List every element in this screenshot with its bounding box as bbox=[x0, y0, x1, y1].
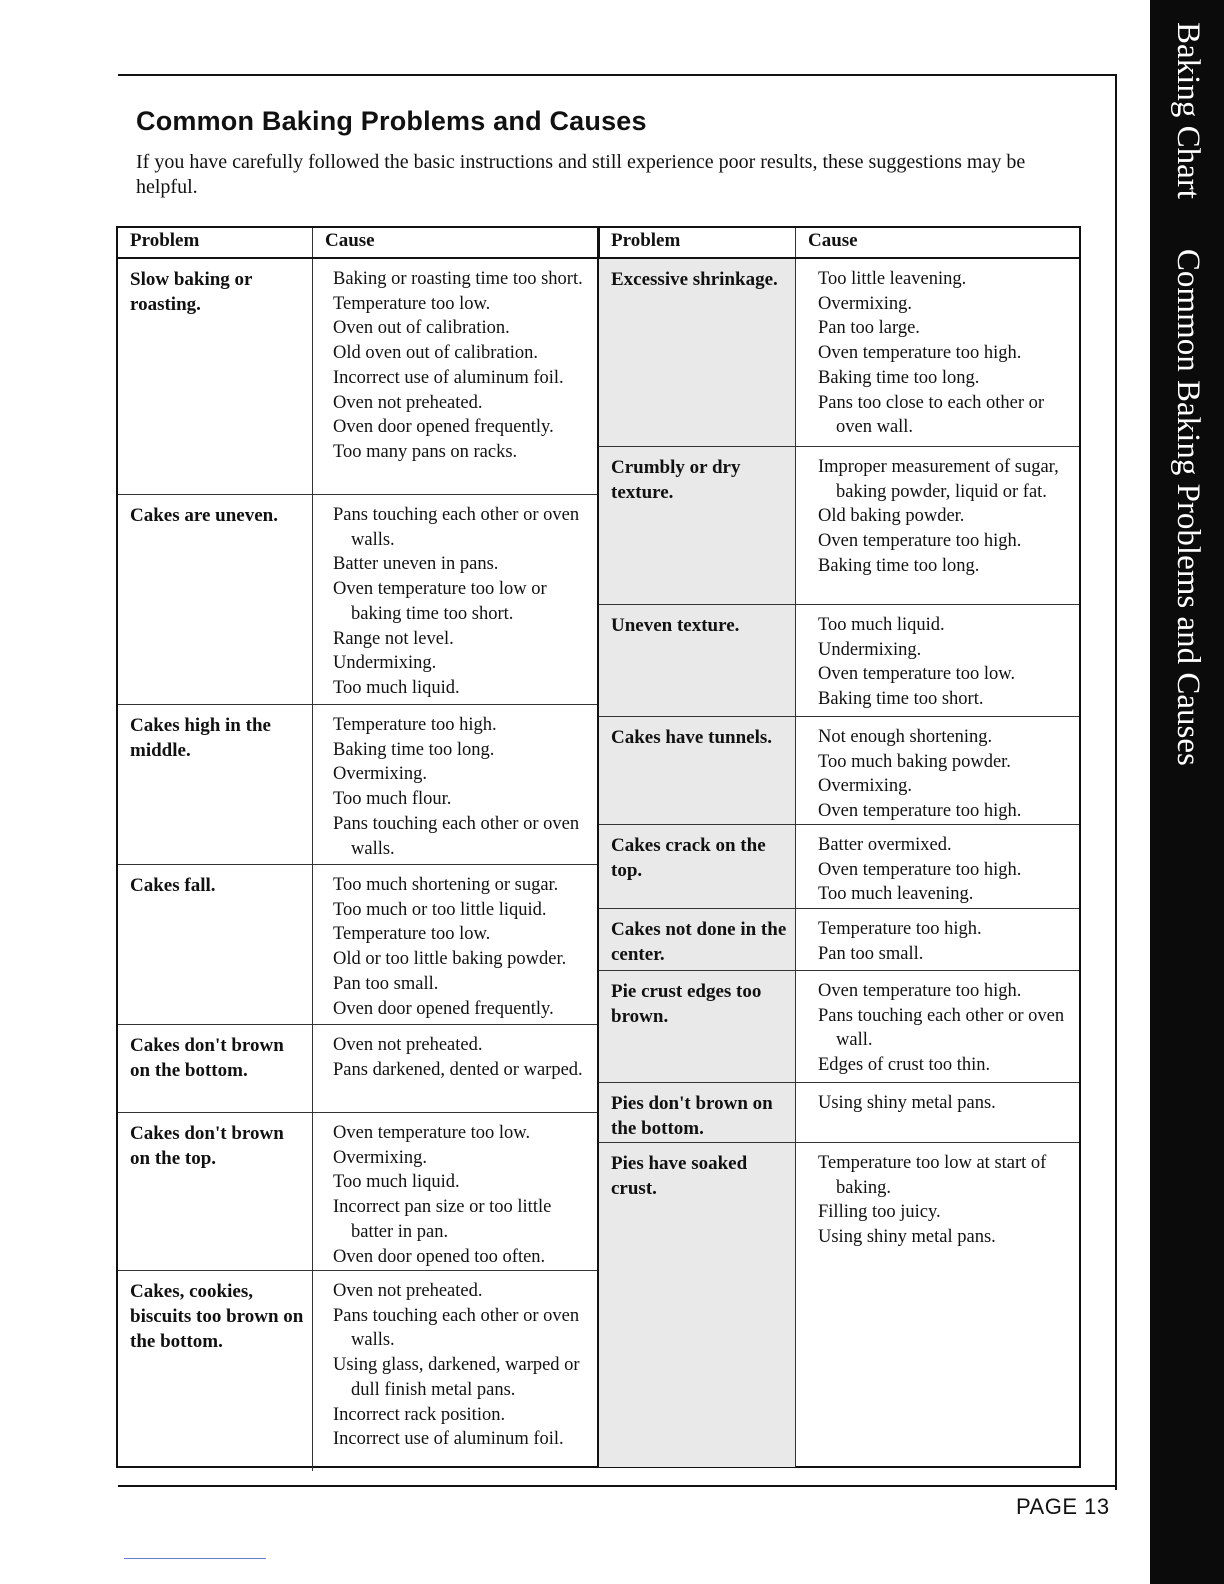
problem-cell: Uneven texture. bbox=[599, 605, 796, 716]
cause-item: Range not level. bbox=[333, 628, 454, 649]
cause-item: Improper measurement of sugar, baking powder, liquid or fat. bbox=[818, 457, 1059, 502]
cause-item: Oven temperature too low or baking time too short. bbox=[333, 579, 547, 624]
cause-item: Oven not preheated. bbox=[333, 392, 483, 413]
cause-item: Pan too small. bbox=[333, 973, 439, 994]
table-body-left bbox=[118, 259, 598, 1471]
table-row bbox=[599, 1143, 1079, 1467]
cause-item: Pans touching each other or oven wall. bbox=[818, 1005, 1065, 1051]
problems-table-right bbox=[597, 226, 1081, 1468]
cause-item: Too little leavening. bbox=[818, 269, 967, 289]
cause-item: Too much baking powder. bbox=[818, 751, 1011, 772]
cause-item: Incorrect rack position. bbox=[333, 1404, 506, 1425]
cause-item: Oven not preheated. bbox=[333, 1035, 483, 1055]
page-number: PAGE 13 bbox=[1016, 1494, 1110, 1519]
cause-item: Incorrect pan size or too little batter in pan. bbox=[333, 1197, 552, 1242]
cause-item: Temperature too low. bbox=[333, 924, 491, 945]
problem-cell: Cakes fall. bbox=[118, 865, 313, 1024]
cause-item: Pan too small. bbox=[818, 943, 924, 964]
cause-cell bbox=[796, 909, 1079, 970]
table-row bbox=[599, 605, 1079, 717]
scan-artifact-line bbox=[124, 1558, 266, 1559]
cause-item: Old baking powder. bbox=[818, 506, 965, 527]
cause-cell bbox=[796, 605, 1079, 716]
cause-item: Overmixing. bbox=[333, 764, 428, 785]
problem-cell: Cakes not done in the center. bbox=[599, 909, 796, 970]
problem-header: Problem bbox=[118, 228, 313, 257]
side-tab-part1: Baking Chart bbox=[1170, 22, 1206, 199]
table-row bbox=[118, 259, 598, 495]
table-row bbox=[118, 865, 598, 1025]
cause-item: Oven temperature too high. bbox=[818, 531, 1022, 552]
table-body-right bbox=[599, 259, 1079, 1467]
cause-item: Incorrect use of aluminum foil. bbox=[333, 367, 564, 388]
table-header bbox=[599, 228, 1079, 259]
problem-cell: Cakes high in the middle. bbox=[118, 705, 313, 864]
cause-item: Edges of crust too thin. bbox=[818, 1055, 991, 1076]
cause-item: Undermixing. bbox=[333, 653, 437, 674]
cause-item: Undermixing. bbox=[818, 639, 922, 660]
cause-item: Pans touching each other or oven walls. bbox=[333, 505, 580, 550]
cause-item: Not enough shortening. bbox=[818, 727, 993, 747]
cause-item: Too much liquid. bbox=[333, 677, 460, 698]
cause-item: Baking or roasting time too short. bbox=[333, 269, 583, 289]
table-row bbox=[118, 1271, 598, 1471]
cause-item: Too much flour. bbox=[333, 789, 452, 810]
intro-paragraph: If you have carefully followed the basic instructions and still experience poor results, these suggestions may be helpful. bbox=[136, 151, 1026, 198]
bottom-rule bbox=[118, 1485, 1117, 1487]
cause-item: Oven temperature too high. bbox=[818, 343, 1022, 364]
cause-item: Batter overmixed. bbox=[818, 835, 952, 855]
cause-cell bbox=[796, 447, 1079, 604]
problem-cell: Cakes have tunnels. bbox=[599, 717, 796, 824]
cause-item: Too much leavening. bbox=[818, 884, 974, 905]
table-row bbox=[599, 259, 1079, 447]
cause-item: Oven door opened frequently. bbox=[333, 417, 554, 438]
cause-item: Oven temperature too low. bbox=[333, 1123, 531, 1143]
table-row bbox=[599, 717, 1079, 825]
cause-item: Temperature too high. bbox=[818, 919, 982, 939]
cause-cell bbox=[313, 259, 598, 494]
table-row bbox=[118, 1025, 598, 1113]
side-tab-text bbox=[1170, 22, 1206, 766]
cause-item: Oven temperature too high. bbox=[818, 859, 1022, 880]
top-rule bbox=[118, 74, 1117, 76]
problem-cell: Cakes, cookies, biscuits too brown on the bottom. bbox=[118, 1271, 313, 1471]
table-row bbox=[118, 705, 598, 865]
cause-item: Old oven out of calibration. bbox=[333, 343, 538, 364]
cause-item: Overmixing. bbox=[818, 293, 913, 314]
cause-item: Overmixing. bbox=[818, 776, 913, 797]
problems-table-left bbox=[116, 226, 600, 1468]
right-rule bbox=[1115, 74, 1117, 1490]
cause-item: Oven temperature too low. bbox=[818, 664, 1016, 685]
cause-item: Too much or too little liquid. bbox=[333, 899, 547, 920]
cause-item: Oven out of calibration. bbox=[333, 318, 510, 339]
cause-cell bbox=[796, 1083, 1079, 1142]
cause-item: Using shiny metal pans. bbox=[818, 1227, 996, 1248]
table-row bbox=[599, 971, 1079, 1083]
cause-header: Cause bbox=[808, 230, 858, 251]
cause-item: Pans touching each other or oven walls. bbox=[333, 1305, 580, 1351]
problem-cell: Cakes are uneven. bbox=[118, 495, 313, 704]
cause-cell bbox=[796, 1143, 1079, 1467]
cause-item: Baking time too long. bbox=[818, 555, 980, 576]
cause-item: Baking time too long. bbox=[333, 739, 495, 760]
problem-cell: Pies have soaked crust. bbox=[599, 1143, 796, 1467]
cause-item: Filling too juicy. bbox=[818, 1202, 941, 1223]
cause-item: Oven temperature too high. bbox=[818, 801, 1022, 822]
cause-item: Baking time too long. bbox=[818, 367, 980, 388]
cause-item: Pans touching each other or oven walls. bbox=[333, 813, 580, 859]
cause-item: Temperature too low at start of baking. bbox=[818, 1153, 1047, 1198]
problem-cell: Cakes crack on the top. bbox=[599, 825, 796, 908]
problem-cell: Cakes don't brown on the bottom. bbox=[118, 1025, 313, 1112]
cause-item: Using shiny metal pans. bbox=[818, 1093, 996, 1113]
problem-header: Problem bbox=[599, 228, 796, 257]
cause-item: Pan too large. bbox=[818, 318, 920, 339]
problem-cell: Crumbly or dry texture. bbox=[599, 447, 796, 604]
table-row bbox=[599, 825, 1079, 909]
cause-cell bbox=[313, 1271, 598, 1471]
problem-cell: Pie crust edges too brown. bbox=[599, 971, 796, 1082]
cause-item: Oven temperature too high. bbox=[818, 981, 1022, 1001]
table-row bbox=[118, 1113, 598, 1271]
cause-header: Cause bbox=[325, 230, 375, 251]
cause-cell bbox=[796, 259, 1079, 446]
cause-item: Old or too little baking powder. bbox=[333, 949, 567, 970]
cause-item: Overmixing. bbox=[333, 1147, 428, 1168]
cause-item: Batter uneven in pans. bbox=[333, 554, 499, 575]
cause-item: Pans too close to each other or oven wall. bbox=[818, 392, 1045, 438]
cause-cell bbox=[313, 1025, 598, 1112]
cause-cell bbox=[796, 971, 1079, 1082]
cause-item: Too many pans on racks. bbox=[333, 441, 518, 462]
problem-cell: Slow baking or roasting. bbox=[118, 259, 313, 494]
cause-item: Oven door opened too often. bbox=[333, 1246, 546, 1267]
table-row bbox=[599, 1083, 1079, 1143]
problem-cell: Excessive shrinkage. bbox=[599, 259, 796, 446]
table-header bbox=[118, 228, 598, 259]
problem-cell: Cakes don't brown on the top. bbox=[118, 1113, 313, 1270]
page-title: Common Baking Problems and Causes bbox=[136, 106, 647, 136]
cause-item: Pans darkened, dented or warped. bbox=[333, 1059, 583, 1080]
cause-item: Too much shortening or sugar. bbox=[333, 875, 559, 895]
cause-item: Too much liquid. bbox=[818, 615, 945, 635]
cause-item: Baking time too short. bbox=[818, 689, 984, 710]
cause-cell bbox=[313, 865, 598, 1024]
cause-item: Incorrect use of aluminum foil. bbox=[333, 1429, 564, 1450]
problem-cell: Pies don't brown on the bottom. bbox=[599, 1083, 796, 1142]
cause-cell bbox=[313, 495, 598, 704]
cause-cell bbox=[313, 705, 598, 864]
cause-item: Oven not preheated. bbox=[333, 1281, 483, 1301]
cause-item: Using glass, darkened, warped or dull finish metal pans. bbox=[333, 1355, 580, 1400]
side-tab-part2: Common Baking Problems and Causes bbox=[1170, 248, 1206, 766]
cause-cell bbox=[796, 825, 1079, 908]
cause-item: Temperature too high. bbox=[333, 715, 497, 735]
cause-item: Too much liquid. bbox=[333, 1172, 460, 1193]
cause-item: Oven door opened frequently. bbox=[333, 998, 554, 1019]
table-row bbox=[599, 909, 1079, 971]
cause-item: Temperature too low. bbox=[333, 293, 491, 314]
cause-cell bbox=[313, 1113, 598, 1270]
table-row bbox=[118, 495, 598, 705]
cause-cell bbox=[796, 717, 1079, 824]
table-row bbox=[599, 447, 1079, 605]
